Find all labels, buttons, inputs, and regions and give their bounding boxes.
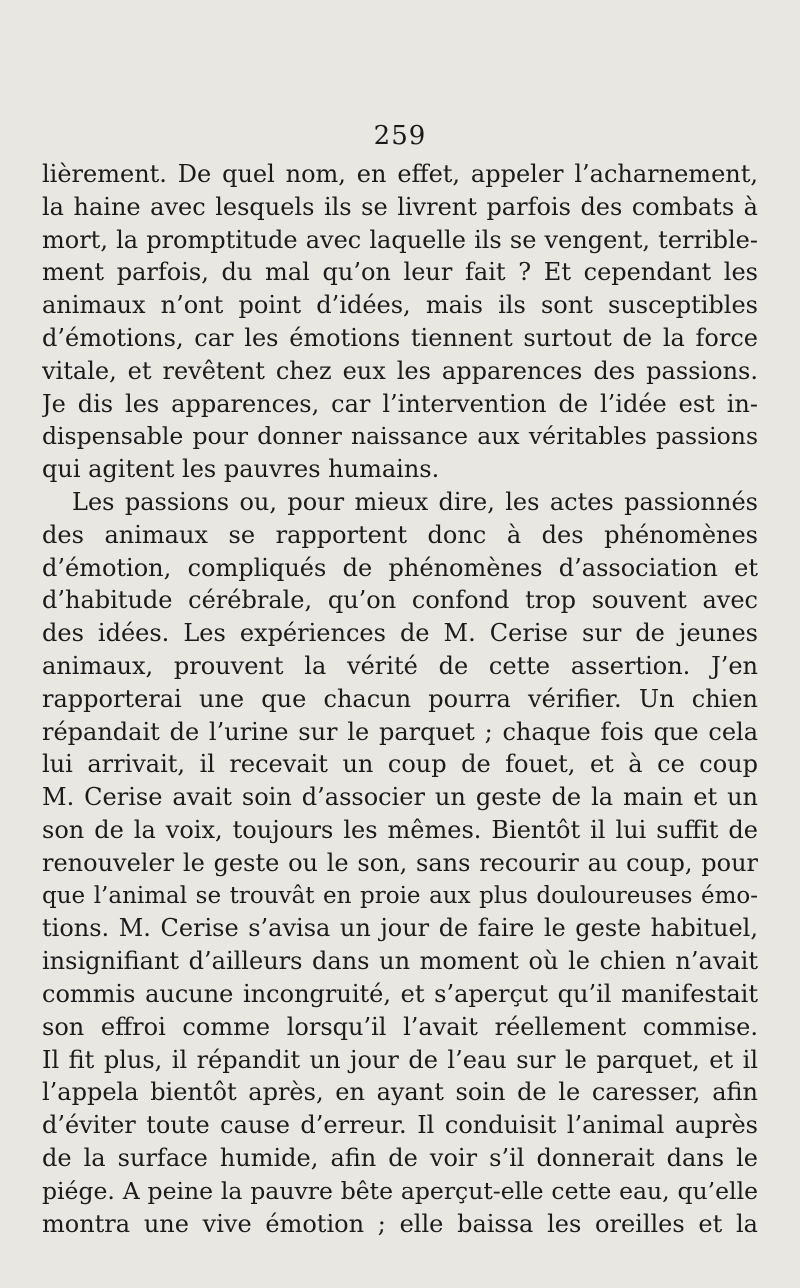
text-line: animaux, prouvent la vérité de cette assertion. J’en bbox=[42, 651, 758, 680]
text-line: lièrement. De quel nom, en effet, appeler l’acharnement, bbox=[42, 160, 758, 188]
text-line: l’appela bientôt après, en ayant soin de le caresser, afin bbox=[42, 1078, 758, 1107]
text-line: d’émotion, compliqués de phénomènes d’association et bbox=[42, 553, 758, 582]
text-line: montra une vive émotion ; elle baissa les oreilles et la bbox=[42, 1209, 758, 1238]
text-line: Je dis les apparences, car l’intervention de l’idée est in- bbox=[42, 389, 758, 418]
paragraph bbox=[42, 158, 758, 486]
text-line: ment parfois, du mal qu’on leur fait ? Et cependant les bbox=[42, 258, 758, 287]
text-line: d’habitude cérébrale, qu’on confond trop souvent avec bbox=[42, 586, 758, 615]
text-line: répandait de l’urine sur le parquet ; chaque fois que cela bbox=[42, 717, 758, 746]
text-line: d’éviter toute cause d’erreur. Il conduisit l’animal auprès bbox=[42, 1111, 758, 1140]
text-line: Il fit plus, il répandit un jour de l’eau sur le parquet, et il bbox=[42, 1045, 758, 1074]
text-line: animaux n’ont point d’idées, mais ils sont susceptibles bbox=[42, 291, 758, 320]
text-line: Les passions ou, pour mieux dire, les actes passionnés bbox=[72, 487, 758, 516]
text-line: de la surface humide, afin de voir s’il donnerait dans le bbox=[42, 1143, 758, 1172]
text-line: la haine avec lesquels ils se livrent parfois des combats à bbox=[42, 192, 758, 221]
text-line: d’émotions, car les émotions tiennent surtout de la force bbox=[42, 323, 758, 352]
text-line: vitale, et revêtent chez eux les apparences des passions. bbox=[42, 356, 758, 385]
text-line: dispensable pour donner naissance aux véritables passions bbox=[42, 422, 758, 451]
text-line: insignifiant d’ailleurs dans un moment où le chien n’avait bbox=[42, 947, 758, 976]
paragraph bbox=[42, 486, 758, 1240]
text-line: piége. A peine la pauvre bête aperçut-elle cette eau, qu’elle bbox=[42, 1176, 758, 1205]
body-text bbox=[42, 158, 758, 1240]
text-line: tions. M. Cerise s’avisa un jour de faire le geste habituel, bbox=[42, 914, 758, 943]
text-line: des animaux se rapportent donc à des phénomènes bbox=[42, 520, 758, 549]
text-line: son effroi comme lorsqu’il l’avait réellement commise. bbox=[42, 1012, 758, 1041]
text-line: renouveler le geste ou le son, sans recourir au coup, pour bbox=[42, 848, 758, 877]
text-line: qui agitent les pauvres humains. bbox=[42, 455, 440, 484]
page-number: 259 bbox=[373, 121, 427, 151]
text-line: son de la voix, toujours les mêmes. Bientôt il lui suffit de bbox=[42, 815, 758, 844]
text-line: mort, la promptitude avec laquelle ils se vengent, terrible- bbox=[42, 225, 758, 254]
text-line: lui arrivait, il recevait un coup de fouet, et à ce coup bbox=[42, 750, 758, 779]
text-line: que l’animal se trouvât en proie aux plus douloureuses émo- bbox=[42, 882, 758, 909]
text-line: M. Cerise avait soin d’associer un geste de la main et un bbox=[42, 783, 758, 812]
text-line: des idées. Les expériences de M. Cerise sur de jeunes bbox=[42, 619, 758, 648]
text-line: commis aucune incongruité, et s’aperçut qu’il manifestait bbox=[42, 979, 758, 1008]
text-line: rapporterai une que chacun pourra vérifier. Un chien bbox=[42, 684, 758, 713]
